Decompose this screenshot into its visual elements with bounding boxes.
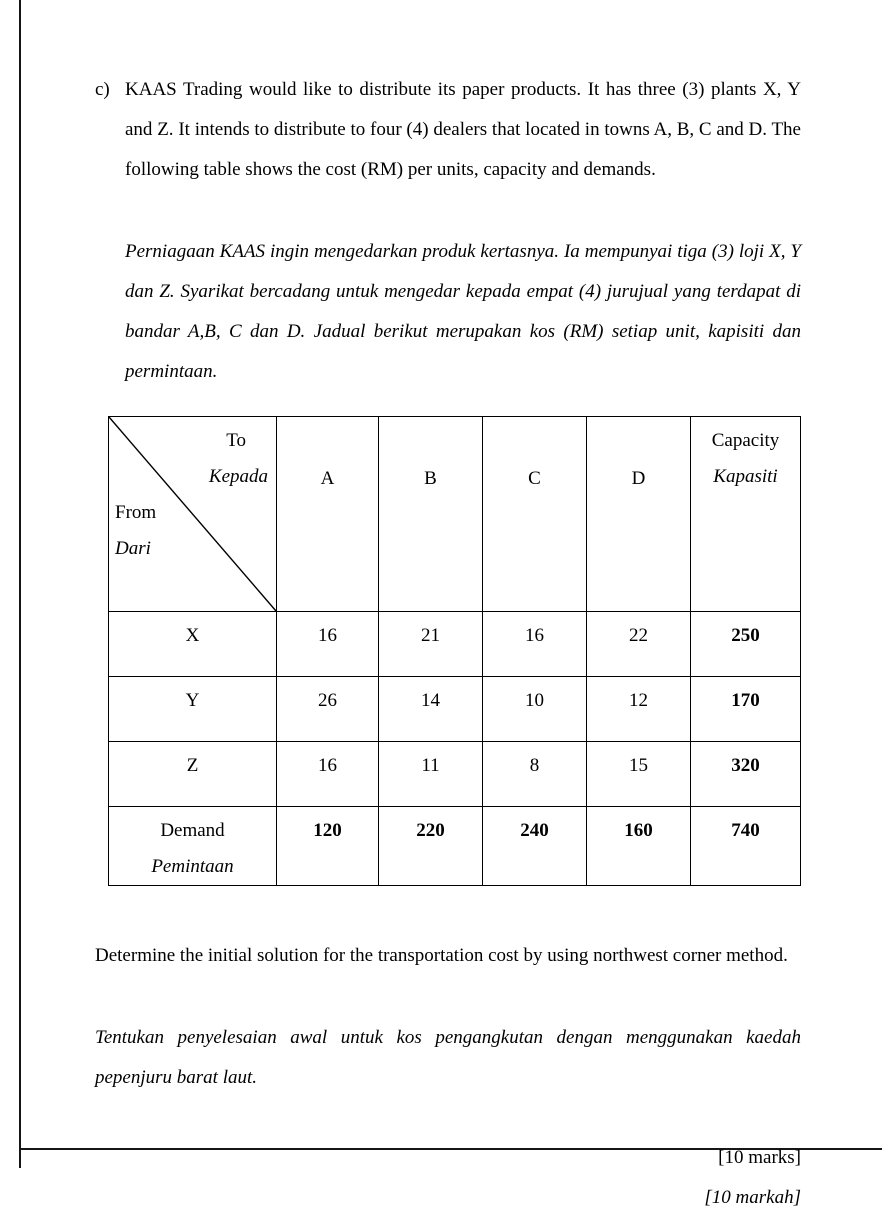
demand-label-cell <box>109 807 277 886</box>
col-header-b: B <box>379 417 483 612</box>
cost-cell: 26 <box>277 677 379 742</box>
table-row-z <box>109 742 801 807</box>
col-header-a: A <box>277 417 379 612</box>
question-intro-ms: Perniagaan KAAS ingin mengedarkan produk kertasnya. Ia mempunyai tiga (3) loji X, Y dan Z. Syarikat bercadang untuk mengedar kepada empat (4) jurujual yang terdapat di bandar A,B, C dan D. Jadual berikut merupakan kos (RM) setiap unit, kapisiti dan permintaan. <box>125 241 801 382</box>
marks-ms: [10 markah] <box>704 1187 801 1208</box>
cost-cell: 10 <box>483 677 587 742</box>
cost-cell: 11 <box>379 742 483 807</box>
corner-to-label: To <box>226 430 246 451</box>
cost-cell: 14 <box>379 677 483 742</box>
corner-kepada-label: Kepada <box>208 466 268 487</box>
cost-cell: 8 <box>483 742 587 807</box>
demand-label-ms: Pemintaan <box>151 856 234 877</box>
table-row-y <box>109 677 801 742</box>
demand-cell: 160 <box>587 807 691 886</box>
row-label: Y <box>109 677 277 742</box>
table-header-row <box>109 417 801 612</box>
capacity-label-ms: Kapasiti <box>713 466 778 487</box>
cost-cell: 16 <box>483 612 587 677</box>
demand-cell: 220 <box>379 807 483 886</box>
table-corner-cell <box>109 417 277 612</box>
cost-table <box>108 416 801 886</box>
spacer <box>95 976 801 1018</box>
demand-label-en: Demand <box>160 820 225 841</box>
question-c <box>95 70 801 392</box>
cost-cell: 15 <box>587 742 691 807</box>
cost-cell: 16 <box>277 612 379 677</box>
col-header-capacity <box>691 417 801 612</box>
marks-block <box>95 1138 801 1218</box>
corner-dari-label: Dari <box>115 538 151 559</box>
capacity-cell: 170 <box>691 677 801 742</box>
row-label: X <box>109 612 277 677</box>
demand-total-cell: 740 <box>691 807 801 886</box>
cost-cell: 22 <box>587 612 691 677</box>
table-row-x <box>109 612 801 677</box>
question-content <box>95 70 801 1218</box>
cost-cell: 16 <box>277 742 379 807</box>
task-ms: Tentukan penyelesaian awal untuk kos pengangkutan dengan menggunakan kaedah pepenjuru barat laut. <box>95 1027 801 1088</box>
page-left-border <box>19 0 21 1168</box>
spacer <box>125 190 801 232</box>
cost-cell: 12 <box>587 677 691 742</box>
demand-cell: 120 <box>277 807 379 886</box>
col-header-c: C <box>483 417 587 612</box>
capacity-cell: 320 <box>691 742 801 807</box>
task-en: Determine the initial solution for the transportation cost by using northwest corner method. <box>95 945 788 966</box>
cost-cell: 21 <box>379 612 483 677</box>
marks-en: [10 marks] <box>718 1147 801 1168</box>
col-header-d: D <box>587 417 691 612</box>
question-body <box>125 70 801 392</box>
table-row-demand <box>109 807 801 886</box>
row-label: Z <box>109 742 277 807</box>
question-intro-en: KAAS Trading would like to distribute its paper products. It has three (3) plants X, Y and Z. It intends to distribute to four (4) dealers that located in towns A, B, C and D. The following table shows the cost (RM) per units, capacity and demands. <box>125 79 801 180</box>
task-block <box>95 936 801 1098</box>
capacity-cell: 250 <box>691 612 801 677</box>
demand-cell: 240 <box>483 807 587 886</box>
corner-from-label: From <box>115 502 157 523</box>
question-label: c) <box>95 79 110 100</box>
capacity-label-en: Capacity <box>711 430 780 451</box>
